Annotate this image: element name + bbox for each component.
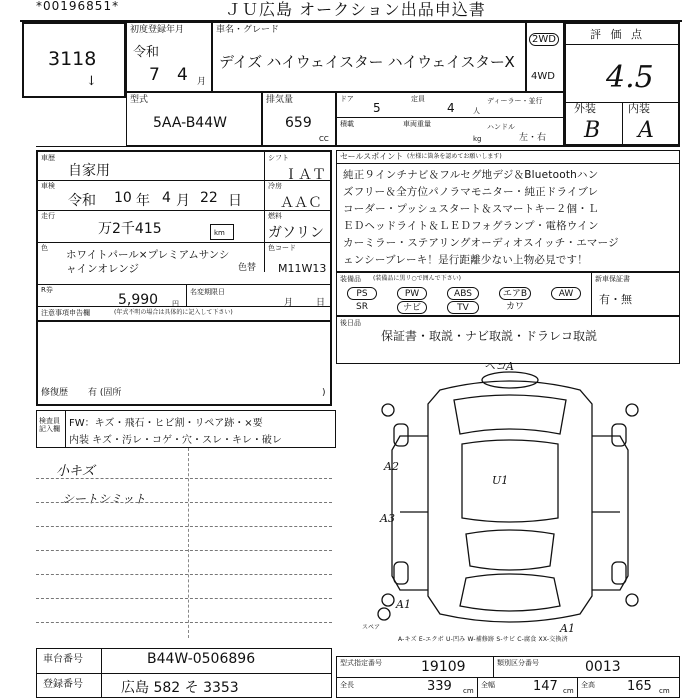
reg-value: 広島 582 そ 3353 — [121, 680, 239, 696]
drive-4wd: 4WD — [531, 71, 555, 82]
post-items-value: 保証書・取説・ナビ取説・ドラレコ取説 — [381, 329, 598, 343]
length-unit: cm — [463, 687, 474, 695]
bottom-table — [36, 648, 332, 698]
left-info-block — [36, 150, 332, 322]
lot-number: 3118 — [48, 48, 97, 70]
recycle-label: R券 — [41, 286, 53, 294]
inspector-block — [36, 410, 336, 448]
inspection-month-unit: 月 — [176, 193, 190, 209]
equipment-sub: (装備品に黒リ○で囲んで下さい) — [373, 275, 461, 282]
inspector-fw: FW：キズ・飛石・ヒビ割・リペア跡・×要 — [69, 418, 263, 429]
dealer-label: ディーラー・並行 — [487, 97, 543, 105]
color-label: 色 — [41, 244, 48, 252]
drive-box — [526, 22, 564, 92]
equip-sr: SR — [356, 302, 368, 312]
displacement-unit: CC — [319, 135, 329, 143]
shift-label: シフト — [268, 154, 289, 162]
damage-mark-front: ヘコA — [484, 360, 514, 373]
chassis-label: 車台番号 — [43, 654, 83, 665]
drive-2wd: 2WD — [529, 33, 559, 46]
usage-value: 自家用 — [68, 163, 110, 179]
displacement-label: 排気量 — [266, 95, 294, 105]
exterior-grade: B — [584, 118, 601, 143]
post-items-box — [336, 316, 680, 364]
equip-ps: PS — [347, 287, 377, 300]
inspection-era: 令和 — [68, 193, 96, 209]
name-change-month: 月 — [284, 298, 294, 308]
exterior-label: 外装 — [574, 102, 596, 115]
equip-abs: ABS — [447, 287, 479, 300]
model-label: 型式 — [130, 95, 149, 105]
height-label: 全高 — [581, 681, 595, 689]
lot-box — [22, 22, 126, 98]
interior-grade: A — [638, 118, 654, 143]
car-name-label: 車名・グレード — [216, 25, 280, 35]
interior-label: 内装 — [628, 102, 650, 115]
first-reg-box — [126, 22, 212, 92]
car-name-box — [212, 22, 526, 92]
cert-value: 19109 — [421, 659, 466, 675]
height-value: 165 — [627, 679, 652, 694]
mileage-unit: km — [214, 229, 225, 237]
inspector-note-1: 小キズ — [56, 464, 95, 479]
equip-airbag: エアB — [499, 287, 531, 300]
load-label: 積載 — [340, 120, 354, 128]
doors-seats-box — [336, 92, 564, 146]
lot-mark: ↓ — [86, 74, 97, 89]
fuel-value: ガソリン — [268, 225, 324, 241]
selling-point-line: 純正９インチナビ＆フルセグ地デジ＆Bluetoothハン — [343, 169, 599, 181]
recycle-unit: 円 — [172, 300, 179, 308]
seats-label: 定員 — [411, 95, 425, 103]
inspection-label: 車検 — [41, 182, 55, 190]
cert-label: 型式指定番号 — [340, 659, 382, 667]
inspector-note-2: シートシミット — [62, 492, 146, 506]
handle-value: 左・右 — [519, 133, 547, 143]
new-warranty-label: 新車保証書 — [595, 275, 630, 283]
length-label: 全長 — [340, 681, 354, 689]
rating-score: 4.5 — [606, 60, 654, 95]
selling-point-line: ズフリー＆全方位パノラマモニター・純正ドライブレ — [343, 186, 599, 198]
seats-unit: 人 — [473, 107, 480, 115]
notes-body: 修復歴 有 (固所 ) — [36, 322, 332, 406]
color-value: ホワイトパール×プレミアムサンシャインオレンジ — [66, 249, 230, 275]
inspection-year: 10 — [114, 190, 132, 206]
selling-point-line: ＥＤヘッドライト＆ＬＥＤフォグランプ・電格ウイン — [343, 220, 599, 232]
selling-point-line: コーダー・プッシュスタート＆スマートキー２個・Ｌ — [343, 203, 599, 215]
displacement-box — [262, 92, 336, 146]
selling-points-sub: (左様に箇条を認めてお願いします) — [407, 153, 502, 160]
color-code-label: 色コード — [268, 244, 296, 252]
first-reg-year: 7 — [149, 65, 160, 85]
notes-sub: (年式不明の場合は具体的に記入して下さい) — [114, 309, 233, 316]
equip-aw: AW — [551, 287, 581, 300]
equip-tv: TV — [447, 301, 479, 314]
mileage-value: 万2千415 — [98, 221, 162, 237]
handle-label: ハンドル — [487, 123, 515, 131]
selling-point-line: ェンシーブレーキ！是行距離少ない上物必見です！ — [343, 254, 588, 266]
selling-points-label: セールスポイント — [340, 152, 404, 161]
selling-point-line: カーミラー・ステアリングオーディオスイッチ・エマージ — [343, 237, 619, 249]
doors-label: ドア — [340, 95, 354, 103]
rating-box — [564, 22, 680, 146]
equipment-label: 装備品 — [340, 275, 361, 283]
equipment-box — [336, 272, 680, 316]
fuel-label: 燃料 — [268, 212, 282, 220]
inspection-day: 22 — [200, 190, 218, 206]
equip-kawa: カワ — [505, 302, 524, 312]
car-name-value: デイズ ハイウェイスター ハイウェイスターX — [219, 53, 515, 71]
usage-label: 車歴 — [41, 154, 55, 162]
barcode-serial: *00196851* — [36, 0, 120, 13]
chassis-value: B44W-0506896 — [147, 651, 256, 667]
ac-label: 冷房 — [268, 182, 282, 190]
name-change-day: 日 — [316, 298, 326, 308]
weight-unit: kg — [473, 135, 482, 143]
first-reg-label: 初度登録年月 — [130, 25, 185, 35]
inspector-label: 検査員記入欄 — [39, 417, 60, 433]
displacement-value: 659 — [285, 115, 312, 131]
model-box — [126, 92, 262, 146]
new-warranty-value: 有・無 — [599, 293, 632, 306]
name-change-label: 名変期限日 — [190, 288, 225, 296]
post-items-label: 後日品 — [340, 319, 361, 327]
width-unit: cm — [563, 687, 574, 695]
mileage-label: 走行 — [41, 212, 55, 220]
damage-mark-rear-left: A1 — [396, 598, 411, 611]
inspector-interior: 内装 キズ・汚レ・コゲ・穴・スレ・キレ・破レ — [69, 435, 282, 446]
inspection-year-unit: 年 — [136, 193, 150, 209]
weight-label: 車両重量 — [403, 120, 431, 128]
class-label: 類別区分番号 — [497, 659, 539, 667]
inspection-month: 4 — [162, 190, 171, 206]
first-reg-month: 4 — [177, 65, 188, 85]
repair-value: 有 (固所 — [88, 388, 122, 398]
seats-value: 4 — [447, 101, 455, 115]
first-reg-month-unit: 月 — [197, 77, 207, 87]
selling-points-box — [336, 150, 680, 272]
notes-label: 注意事項申告欄 — [41, 309, 90, 317]
inspection-day-unit: 日 — [228, 193, 242, 209]
tone-label: 色替 — [238, 263, 257, 273]
shift-value: ＩＡＴ — [284, 167, 326, 183]
car-damage-diagram — [370, 366, 650, 636]
damage-mark-left-a2: A2 — [384, 460, 399, 473]
bottom-spec-table — [336, 656, 680, 698]
doors-value: 5 — [373, 101, 381, 115]
class-value: 0013 — [585, 659, 621, 675]
model-value: 5AA-B44W — [153, 115, 227, 131]
length-value: 339 — [427, 679, 452, 694]
height-unit: cm — [659, 687, 670, 695]
first-reg-era: 令和 — [133, 45, 160, 60]
damage-mark-rear: A1 — [560, 622, 575, 635]
rating-label: 評 価 点 — [590, 28, 645, 41]
width-value: 147 — [533, 679, 558, 694]
ac-value: ＡＡＣ — [280, 195, 322, 211]
form-title: ＪＵ広島 オークション出品申込書 — [225, 0, 486, 19]
damage-mark-roof: U1 — [492, 474, 509, 487]
selling-points-lines — [343, 167, 679, 269]
color-code-value: M11W13 — [278, 262, 327, 275]
recycle-value: 5,990 — [118, 292, 159, 308]
repair-label: 修復歴 — [41, 388, 69, 398]
width-label: 全幅 — [481, 681, 495, 689]
damage-legend: A-キズ E-エクボ U-凹み W-補修跡 S-サビ C-腐食 XX-交換済 — [398, 636, 568, 643]
equip-pw: PW — [397, 287, 427, 300]
damage-mark-left-a3: A3 — [380, 512, 395, 525]
reg-label: 登録番号 — [43, 679, 83, 690]
equip-navi: ナビ — [397, 301, 427, 314]
spare-label: スペア — [362, 624, 381, 631]
